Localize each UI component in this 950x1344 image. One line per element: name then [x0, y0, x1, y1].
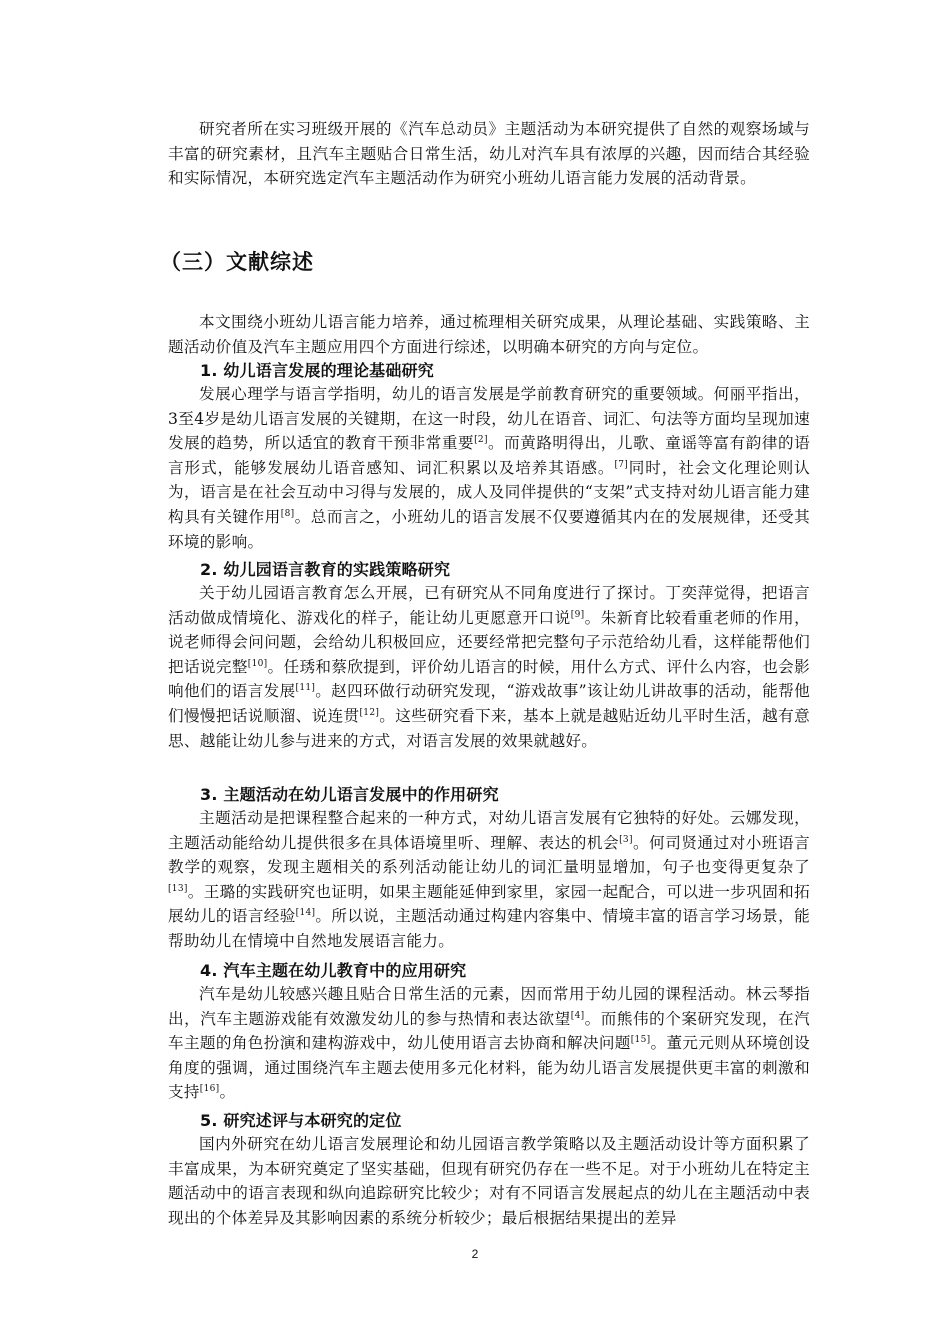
overview-paragraph: 本文围绕小班幼儿语言能力培养，通过梳理相关研究成果，从理论基础、实践策略、主题活动价值及汽车主题应用四个方面进行综述，以明确本研究的方向与定位。 — [168, 313, 810, 356]
citation: [16] — [199, 1084, 220, 1095]
subsection-paragraph-3: 主题活动是把课程整合起来的一种方式，对幼儿语言发展有它独特的好处。云娜发现，主题活动能给幼儿提供很多在具体语境里听、理解、表达的机会[3]。何司贤通过对小班语言教学的观察，发现主题相关的系列活动能让幼儿的词汇量明显增加，句子也变得更复杂了[13]。王璐的实践研究也证明，如果主题能延伸到家里，家园一起配合，可以进一步巩固和拓展幼儿的语言经验[14]。所以说，主题活动通过构建内容集中、情境丰富的语言学习场景，能帮助幼儿在情境中自然地发展语言能力。 — [168, 809, 810, 950]
citation: [15] — [630, 1035, 651, 1045]
citation: [9] — [570, 609, 585, 620]
subsection-paragraph-2: 关于幼儿园语言教育怎么开展，已有研究从不同角度进行了探讨。丁奕萍觉得，把语言活动做成情境化、游戏化的样子，能让幼儿更愿意开口说[9]。朱新育比较看重老师的作用，说老师得会问问题，会给幼儿积极回应，还要经常把完整句子示范给幼儿看，这样能帮他们把话说完整[10]。任琇和蔡欣提到，评价幼儿语言的时候，用什么方式、评什么内容，也会影响他们的语言发展[11]。赵四环做行动研究发现，“游戏故事”该让幼儿讲故事的活动，能帮他们慢慢把话说顺溜、说连贯[12]。这些研究看下来，基本上就是越贴近幼儿平时生活，越有意思、越能让幼儿参与进来的方式，对语言发展的效果就越好。 — [168, 584, 810, 750]
citation: [12] — [359, 707, 380, 718]
section-heading: （三）文献综述 — [160, 250, 314, 274]
citation: [11] — [295, 683, 316, 694]
subsection-heading-2: 2. 幼儿园语言教育的实践策略研究 — [200, 560, 451, 579]
intro-paragraph: 研究者所在实习班级开展的《汽车总动员》主题活动为本研究提供了自然的观察场域与丰富的研究素材，且汽车主题贴合日常生活，幼儿对汽车具有浓厚的兴趣，因而结合其经验和实际情况，本研究选定汽车主题活动作为研究小班幼儿语言能力发展的活动背景。 — [168, 120, 810, 188]
citation: [14] — [295, 908, 316, 919]
subsection-heading-5: 5. 研究述评与本研究的定位 — [200, 1111, 402, 1130]
citation: [8] — [280, 508, 295, 519]
subsection-paragraph-4: 汽车是幼儿较感兴趣且贴合日常生活的元素，因而常用于幼儿园的课程活动。林云琴指出，汽车主题游戏能有效激发幼儿的参与热情和表达欲望[4]。而熊伟的个案研究发现，在汽车主题的角色扮演和建构游戏中，幼儿使用语言去协商和解决问题[15]。董元元则从环境创设角度的强调，通过围绕汽车主题去使用多元化材料，能为幼儿语言发展提供更丰富的刺激和支持[16]。 — [168, 985, 810, 1102]
subsection-paragraph-1: 发展心理学与语言学指明，幼儿的语言发展是学前教育研究的重要领域。何丽平指出，3至4岁是幼儿语言发展的关键期，在这一时段，幼儿在语音、词汇、句法等方面均呈现加速发展的趋势，所以适宜的教育干预非常重要[2]。而黄路明得出，儿歌、童谣等富有韵律的语言形式，能够发展幼儿语音感知、词汇积累以及培养其语感。[7]同时，社会文化理论则认为，语言是在社会互动中习得与发展的，成人及同伴提供的“支架”式支持对幼儿语言能力建构具有关键作用[8]。总而言之，小班幼儿的语言发展不仅要遵循其内在的发展规律，还受其环境的影响。 — [168, 385, 810, 551]
subsection-heading-1: 1. 幼儿语言发展的理论基础研究 — [200, 361, 434, 380]
citation: [3] — [619, 834, 633, 845]
subsection-heading-3: 3. 主题活动在幼儿语言发展中的作用研究 — [200, 785, 499, 804]
subsection-paragraph-5: 国内外研究在幼儿语言发展理论和幼儿园语言教学策略以及主题活动设计等方面积累了丰富成果，为本研究奠定了坚实基础，但现有研究仍存在一些不足。对于小班幼儿在特定主题活动中的语言表现和纵向追踪研究比较少；对有不同语言发展起点的幼儿在主题活动中表现出的个体差异及其影响因素的系统分析较少；最后根据结果提出的差异 — [168, 1135, 810, 1227]
citation: [2] — [474, 435, 488, 445]
page-number: 2 — [471, 1247, 479, 1261]
subsection-heading-4: 4. 汽车主题在幼儿教育中的应用研究 — [200, 961, 467, 980]
citation: [7] — [614, 459, 629, 470]
citation: [13] — [168, 883, 188, 894]
citation: [4] — [570, 1010, 585, 1021]
citation: [10] — [247, 658, 268, 669]
